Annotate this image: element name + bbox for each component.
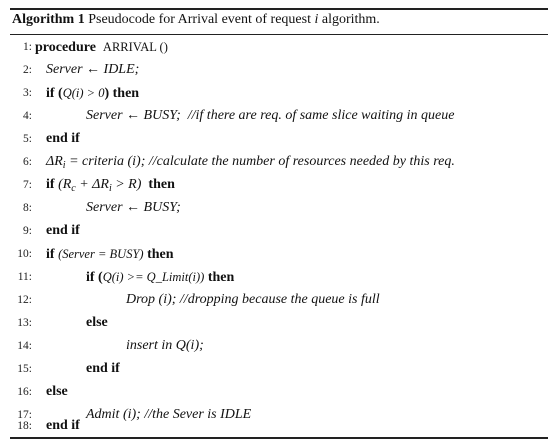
line-number: 11: [17, 271, 32, 283]
line-number: 14: [17, 340, 32, 352]
line-number: 10: [17, 248, 32, 260]
caption-text-before: Pseudocode for Arrival event of request [84, 12, 315, 27]
keyword-then: then [207, 270, 235, 285]
keyword-then: then [147, 247, 174, 262]
condition: (Server = BUSY) [58, 247, 144, 261]
statement: Server ← BUSY; [86, 108, 181, 123]
statement: Admit (i); //the Sever is IDLE [86, 407, 252, 422]
caption-var: i [314, 12, 319, 27]
statement: Server ← BUSY; [86, 200, 181, 215]
statement: insert in Q(i); [126, 338, 204, 353]
subscript-i: i [62, 160, 66, 171]
line-number: 6: [23, 156, 32, 168]
caption-label: Algorithm 1 [12, 12, 85, 27]
statement: Server ← IDLE; [46, 62, 140, 77]
keyword-if: if [46, 177, 55, 192]
line-number: 13: [17, 317, 32, 329]
line-number: 4: [23, 110, 32, 122]
keyword-end-if: end if [46, 131, 80, 146]
keyword-else: else [46, 384, 68, 399]
keyword-if: if ( [86, 270, 103, 285]
bottom-rule [10, 437, 548, 439]
line-number: 1: [23, 41, 32, 53]
keyword-end-if: end if [46, 223, 80, 238]
condition: Q(i) > 0 [62, 86, 105, 100]
line-number: 12: [17, 294, 32, 306]
keyword-then: then [148, 177, 175, 192]
subscript-c: c [71, 183, 76, 194]
line-number: 9: [23, 225, 32, 237]
condition: Q(i) >= Q_Limit(i)) [102, 270, 205, 284]
keyword-else: else [86, 315, 108, 330]
line-number: 7: [23, 179, 32, 191]
keyword-if: if [46, 247, 55, 262]
top-rule [10, 8, 548, 10]
keyword-if: if ( [46, 86, 63, 101]
line-number: 18: [17, 420, 32, 432]
line-number: 15: [17, 363, 32, 375]
algorithm-caption [12, 12, 380, 28]
caption-text-after: algorithm. [318, 12, 380, 27]
keyword-end-if: end if [46, 418, 80, 433]
line-number: 2: [23, 64, 32, 76]
statement: = criteria (i); //calculate the number of resources needed by this req. [69, 154, 455, 169]
expr-open: (R [58, 177, 72, 192]
keyword-procedure: procedure [35, 40, 96, 55]
line-number: 5: [23, 133, 32, 145]
keyword-end-if: end if [86, 361, 120, 376]
statement: Drop (i); //dropping because the queue is full [126, 292, 380, 307]
line-number: 17: [17, 409, 32, 421]
procedure-name: ARRIVAL () [102, 40, 168, 54]
expr-mid: + ΔR [79, 177, 109, 192]
comment: //if there are req. of same slice waiting in queue [187, 108, 455, 123]
expr-close: > R) [115, 177, 142, 192]
delta-r: ΔR [46, 154, 63, 169]
line-number: 8: [23, 202, 32, 214]
line-number: 16: [17, 386, 32, 398]
line-number: 3: [23, 87, 32, 99]
subscript-i: i [108, 183, 112, 194]
caption-rule [10, 34, 548, 35]
keyword-then: ) then [104, 86, 140, 101]
